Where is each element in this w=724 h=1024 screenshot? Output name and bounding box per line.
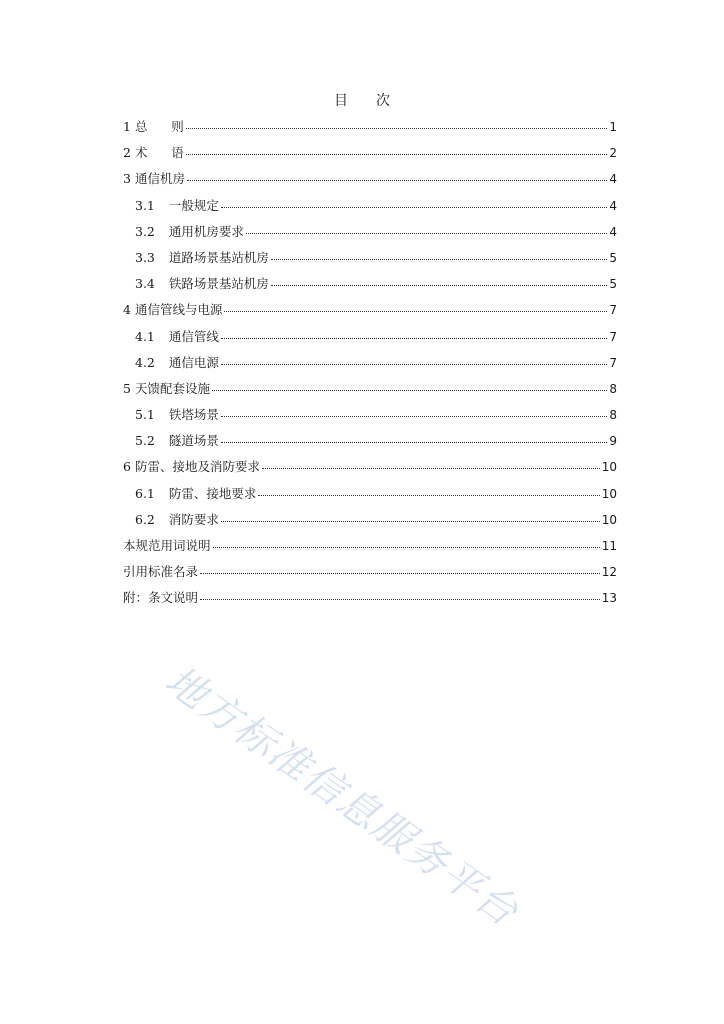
toc-entry-label: 防雷、接地及消防要求 [134,459,260,475]
toc-entry[interactable] [123,535,617,561]
table-of-contents [123,116,617,614]
toc-entry-number: 4 [123,302,135,318]
toc-entry[interactable] [123,142,617,168]
toc-title [0,90,724,110]
toc-entry-page: 13 [601,591,617,606]
toc-entry-number: 5 [123,380,135,396]
toc-entry[interactable] [123,221,617,247]
toc-entry[interactable] [123,509,617,535]
toc-entry-label: 消防要求 [168,511,219,527]
toc-title-right: 次 [376,93,390,109]
toc-entry[interactable] [123,352,617,378]
toc-entry-label: 引用标准名录 [123,564,199,580]
toc-leader-dots [221,432,607,443]
toc-leader-dots [221,354,607,365]
toc-leader-dots [212,380,607,391]
toc-entry-page: 9 [609,434,617,449]
toc-entry-number: 3.2 [135,223,155,239]
toc-entry-label: 通用机房要求 [168,223,244,239]
toc-entry-label: 术 语 [134,145,184,161]
toc-entry-label: 隧道场景 [168,433,219,449]
toc-entry-number: 3.1 [135,197,155,213]
toc-entry-page: 2 [609,146,617,161]
toc-leader-dots [221,406,607,417]
toc-leader-dots [258,485,599,496]
toc-entry-number: 3.4 [135,276,155,292]
toc-entry[interactable] [123,561,617,587]
toc-entry[interactable] [123,326,617,352]
toc-entry-label: 防雷、接地要求 [168,485,257,501]
toc-entry[interactable] [123,483,617,509]
toc-entry-page: 7 [609,303,617,318]
toc-entry[interactable] [123,273,617,299]
toc-entry-page: 7 [609,355,617,370]
toc-entry-number: 6.1 [135,485,155,501]
toc-entry-page: 1 [609,120,617,134]
toc-entry-number: 6.2 [135,511,155,527]
toc-entry[interactable] [123,378,617,404]
toc-entry-page: 11 [601,539,617,553]
toc-entry-number: 3.3 [135,249,155,265]
toc-entry-page: 4 [609,172,617,187]
toc-entry-number: 1 [123,119,135,134]
toc-leader-dots [200,589,600,600]
toc-entry-label: 铁塔场景 [168,407,219,423]
toc-entry-page: 10 [601,460,617,475]
toc-leader-dots [186,144,608,155]
toc-entry-label: 道路场景基站机房 [168,249,269,265]
toc-leader-dots [221,197,607,208]
toc-title-left: 目 [334,93,348,109]
toc-entry-label: 附：条文说明 [123,590,199,606]
toc-entry-page: 8 [609,408,617,423]
toc-entry-number: 5.1 [135,407,155,423]
toc-entry-page: 5 [609,250,617,265]
toc-entry[interactable] [123,587,617,613]
toc-leader-dots [187,170,607,181]
toc-entry-number: 4.1 [135,328,155,344]
toc-leader-dots [221,511,600,522]
toc-entry[interactable] [123,195,617,221]
toc-leader-dots [224,301,607,312]
toc-entry[interactable] [123,116,617,142]
toc-entry-page: 12 [601,565,617,580]
toc-entry-page: 4 [609,224,617,239]
toc-entry[interactable] [123,299,617,325]
toc-entry-page: 7 [609,329,617,344]
toc-entry[interactable] [123,456,617,482]
toc-leader-dots [262,458,600,469]
toc-entry-page: 4 [609,198,617,213]
toc-entry-label: 一般规定 [168,197,219,213]
toc-leader-dots [246,223,607,234]
toc-entry-number: 3 [123,171,135,187]
toc-entry[interactable] [123,247,617,273]
toc-entry[interactable] [123,404,617,430]
toc-entry-label: 通信管线 [168,328,219,344]
toc-leader-dots [271,249,607,260]
toc-leader-dots [221,328,607,339]
watermark: 地方标准信息服务平台 [156,657,527,936]
toc-entry-label: 通信管线与电源 [134,302,223,318]
toc-entry-page: 10 [601,486,617,501]
toc-entry-label: 本规范用词说明 [123,538,211,553]
toc-entry-number: 5.2 [135,433,155,449]
toc-entry-number: 6 [123,459,135,475]
toc-entry-page: 8 [609,381,617,396]
toc-entry-label: 铁路场景基站机房 [168,276,269,292]
toc-entry-label: 通信机房 [134,171,185,187]
toc-entry-label: 通信电源 [168,354,219,370]
toc-leader-dots [213,537,600,548]
toc-leader-dots [200,563,600,574]
toc-entry-number: 2 [123,145,135,161]
toc-leader-dots [186,118,608,129]
toc-entry-page: 10 [601,512,617,527]
toc-entry-label: 天馈配套设施 [134,380,210,396]
toc-leader-dots [271,275,607,286]
toc-entry-label: 总 则 [134,119,184,134]
toc-entry-page: 5 [609,277,617,292]
toc-entry-number: 4.2 [135,354,155,370]
toc-entry[interactable] [123,168,617,194]
toc-entry[interactable] [123,430,617,456]
